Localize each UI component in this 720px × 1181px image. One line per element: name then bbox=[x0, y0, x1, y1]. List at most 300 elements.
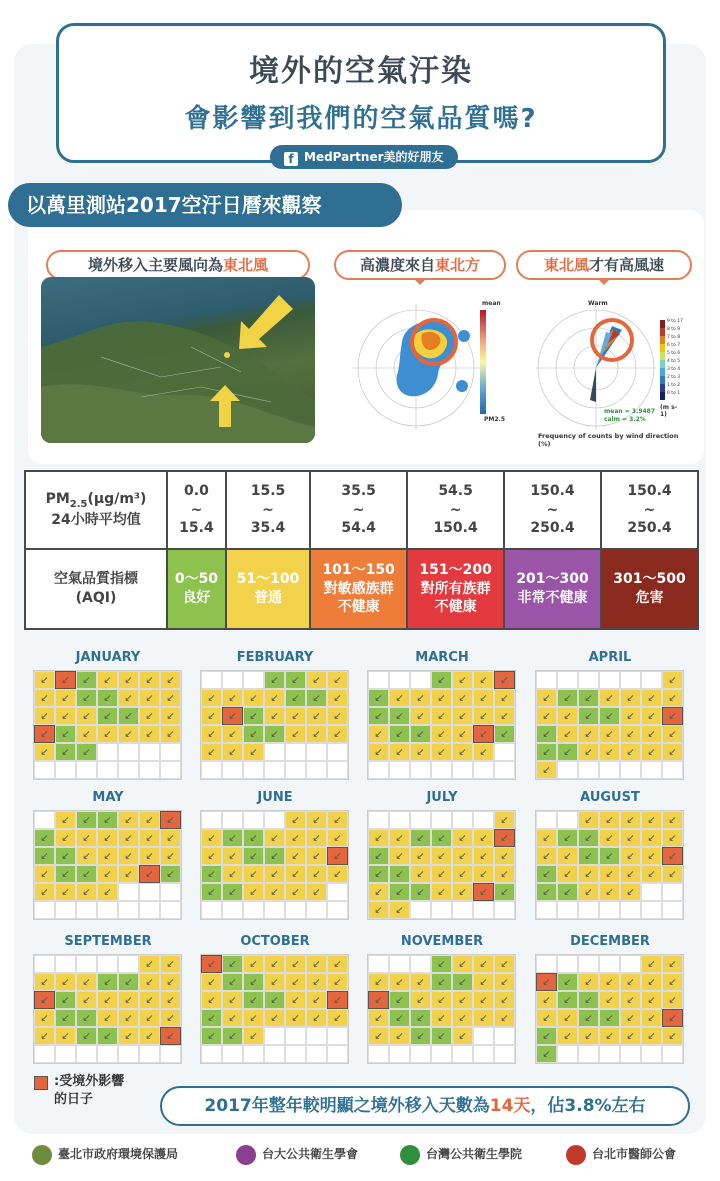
calendar-day bbox=[578, 671, 599, 689]
calendar-day: ↙ bbox=[243, 725, 264, 743]
calendar-day: ↙ bbox=[118, 865, 139, 883]
aqi-level-very-unhealthy: 201～300 非常不健康 bbox=[504, 549, 601, 629]
calendar-day: ↙ bbox=[160, 671, 181, 689]
calendar-day bbox=[620, 671, 641, 689]
calendar-day bbox=[410, 671, 431, 689]
calendar-day: ↙ bbox=[368, 883, 389, 901]
calendar-day: ↙ bbox=[76, 1009, 97, 1027]
calendar-day: ↙ bbox=[201, 707, 222, 725]
calendar-july bbox=[367, 790, 517, 920]
month-label: FEBRUARY bbox=[236, 650, 314, 665]
calendar-day: ↙ bbox=[494, 865, 515, 883]
calendar-day: ↙ bbox=[368, 689, 389, 707]
calendar-day: ↙ bbox=[306, 829, 327, 847]
calendar-april bbox=[535, 650, 685, 780]
calendar-day: ↙ bbox=[431, 829, 452, 847]
calendar-august bbox=[535, 790, 685, 920]
calendar-day: ↙ bbox=[620, 689, 641, 707]
calendar-day: ↙ bbox=[306, 689, 327, 707]
calendar-day bbox=[34, 1045, 55, 1063]
calendar-day: ↙ bbox=[222, 707, 243, 725]
calendar-day: ↙ bbox=[76, 811, 97, 829]
calendar-day: ↙ bbox=[222, 865, 243, 883]
calendar-day: ↙ bbox=[160, 973, 181, 991]
calendar-day: ↙ bbox=[431, 973, 452, 991]
calendar-day: ↙ bbox=[285, 811, 306, 829]
calendar-day: ↙ bbox=[662, 829, 683, 847]
calendar-day: ↙ bbox=[431, 883, 452, 901]
satellite-map-drawing bbox=[41, 277, 315, 443]
calendar-november bbox=[367, 934, 517, 1064]
calendar-day: ↙ bbox=[243, 865, 264, 883]
calendar-day: ↙ bbox=[160, 1009, 181, 1027]
calendar-day: ↙ bbox=[536, 689, 557, 707]
calendar-day: ↙ bbox=[494, 1009, 515, 1027]
calendar-day: ↙ bbox=[494, 847, 515, 865]
calendar-day: ↙ bbox=[641, 847, 662, 865]
calendar-day: ↙ bbox=[55, 689, 76, 707]
calendar-day: ↙ bbox=[389, 829, 410, 847]
calendar-day bbox=[389, 671, 410, 689]
calendar-day bbox=[641, 901, 662, 919]
aqi-level-hazardous: 301～500 危害 bbox=[601, 549, 698, 629]
calendar-day: ↙ bbox=[201, 1027, 222, 1045]
calendar-day: ↙ bbox=[620, 743, 641, 761]
calendar-day: ↙ bbox=[494, 991, 515, 1009]
calendar-day: ↙ bbox=[578, 865, 599, 883]
calendar-day: ↙ bbox=[139, 689, 160, 707]
calendar-day bbox=[452, 761, 473, 779]
calendar-day bbox=[557, 901, 578, 919]
calendar-day: ↙ bbox=[222, 1009, 243, 1027]
calendar-day: ↙ bbox=[641, 743, 662, 761]
calendar-may bbox=[33, 790, 183, 920]
calendar-day: ↙ bbox=[557, 973, 578, 991]
calendar-day: ↙ bbox=[557, 865, 578, 883]
calendar-day: ↙ bbox=[536, 829, 557, 847]
wind-rose-unit: (m s-1) bbox=[660, 404, 678, 418]
wind-rose-calm: calm = 3.2% bbox=[604, 416, 646, 423]
calendar-day: ↙ bbox=[285, 991, 306, 1009]
calendar-day: ↙ bbox=[243, 847, 264, 865]
calendar-day: ↙ bbox=[76, 829, 97, 847]
calendar-day: ↙ bbox=[431, 847, 452, 865]
calendar-day bbox=[599, 1045, 620, 1063]
wind-rose-legend-item: 0 to 1 bbox=[667, 391, 681, 396]
calendar-day: ↙ bbox=[641, 955, 662, 973]
calendar-day: ↙ bbox=[160, 829, 181, 847]
calendar-day: ↙ bbox=[473, 707, 494, 725]
calendar-day: ↙ bbox=[76, 743, 97, 761]
calendar-day: ↙ bbox=[578, 689, 599, 707]
calendar-day: ↙ bbox=[599, 725, 620, 743]
calendar-day: ↙ bbox=[118, 1009, 139, 1027]
title-box bbox=[56, 23, 666, 163]
calendar-day: ↙ bbox=[452, 1027, 473, 1045]
calendar-day bbox=[557, 955, 578, 973]
calendar-day: ↙ bbox=[264, 865, 285, 883]
month-grid bbox=[33, 670, 182, 780]
calendar-day: ↙ bbox=[599, 1009, 620, 1027]
calendar-day: ↙ bbox=[368, 865, 389, 883]
pm25-range-1: 0.0 ~ 15.4 bbox=[167, 471, 226, 549]
calendar-day: ↙ bbox=[327, 689, 348, 707]
calendar-day: ↙ bbox=[243, 689, 264, 707]
calendar-day: ↙ bbox=[599, 1027, 620, 1045]
calendar-day: ↙ bbox=[327, 847, 348, 865]
calendar-day: ↙ bbox=[34, 1027, 55, 1045]
calendar-day: ↙ bbox=[599, 707, 620, 725]
calendar-day: ↙ bbox=[327, 991, 348, 1009]
calendar-day bbox=[368, 811, 389, 829]
calendar-day bbox=[285, 901, 306, 919]
calendar-day bbox=[285, 1045, 306, 1063]
calendar-day bbox=[139, 901, 160, 919]
calendar-day: ↙ bbox=[620, 991, 641, 1009]
calendar-day: ↙ bbox=[494, 725, 515, 743]
calendar-day bbox=[410, 761, 431, 779]
calendar-day: ↙ bbox=[452, 743, 473, 761]
calendar-day: ↙ bbox=[389, 1027, 410, 1045]
calendar-day bbox=[327, 901, 348, 919]
calendar-day: ↙ bbox=[431, 743, 452, 761]
calendar-day: ↙ bbox=[473, 955, 494, 973]
calendar-day: ↙ bbox=[536, 725, 557, 743]
calendar-day: ↙ bbox=[368, 725, 389, 743]
pm25-range-5: 150.4 ~ 250.4 bbox=[504, 471, 601, 549]
calendar-day: ↙ bbox=[536, 883, 557, 901]
calendar-day: ↙ bbox=[599, 973, 620, 991]
calendar-day: ↙ bbox=[620, 829, 641, 847]
calendar-day: ↙ bbox=[97, 1027, 118, 1045]
calendar-day bbox=[557, 671, 578, 689]
calendar-day: ↙ bbox=[473, 991, 494, 1009]
calendar-day: ↙ bbox=[285, 829, 306, 847]
calendar-day: ↙ bbox=[641, 829, 662, 847]
calendar-day bbox=[306, 901, 327, 919]
calendar-day: ↙ bbox=[55, 829, 76, 847]
calendar-day: ↙ bbox=[536, 1009, 557, 1027]
calendar-day: ↙ bbox=[97, 829, 118, 847]
calendar-day: ↙ bbox=[368, 1027, 389, 1045]
calendar-day: ↙ bbox=[306, 865, 327, 883]
calendar-day bbox=[222, 901, 243, 919]
calendar-day: ↙ bbox=[97, 865, 118, 883]
calendar-day bbox=[431, 761, 452, 779]
calendar-day: ↙ bbox=[34, 883, 55, 901]
calendar-day bbox=[139, 743, 160, 761]
calendar-day: ↙ bbox=[306, 671, 327, 689]
calendar-day bbox=[243, 811, 264, 829]
calendar-june bbox=[200, 790, 350, 920]
calendar-day: ↙ bbox=[662, 865, 683, 883]
calendar-day: ↙ bbox=[641, 811, 662, 829]
calendar-day: ↙ bbox=[264, 991, 285, 1009]
calendar-day: ↙ bbox=[201, 743, 222, 761]
calendar-day: ↙ bbox=[452, 689, 473, 707]
calendar-day: ↙ bbox=[55, 671, 76, 689]
calendar-day: ↙ bbox=[473, 847, 494, 865]
calendar-day bbox=[368, 671, 389, 689]
calendar-day bbox=[473, 901, 494, 919]
calendar-day: ↙ bbox=[557, 991, 578, 1009]
calendar-day bbox=[557, 761, 578, 779]
calendar-day bbox=[160, 901, 181, 919]
month-label: JANUARY bbox=[75, 650, 141, 665]
calendar-day: ↙ bbox=[139, 1027, 160, 1045]
calendar-day: ↙ bbox=[410, 973, 431, 991]
calendar-day bbox=[389, 1045, 410, 1063]
logo-taipei-medical-association: 台北市醫師公會 bbox=[566, 1144, 676, 1165]
calendar-day: ↙ bbox=[368, 847, 389, 865]
calendar-day: ↙ bbox=[641, 1027, 662, 1045]
calendar-day: ↙ bbox=[306, 973, 327, 991]
calendar-day: ↙ bbox=[34, 847, 55, 865]
calendar-day: ↙ bbox=[536, 1027, 557, 1045]
calendar-day bbox=[34, 811, 55, 829]
month-grid bbox=[33, 954, 182, 1064]
calendar-day: ↙ bbox=[264, 1009, 285, 1027]
calendar-day bbox=[264, 811, 285, 829]
calendar-day: ↙ bbox=[327, 725, 348, 743]
calendar-day: ↙ bbox=[264, 829, 285, 847]
calendar-day bbox=[578, 901, 599, 919]
calendar-day bbox=[76, 761, 97, 779]
calendar-day bbox=[243, 761, 264, 779]
calendar-day: ↙ bbox=[389, 991, 410, 1009]
month-grid bbox=[367, 954, 516, 1064]
calendar-day bbox=[620, 901, 641, 919]
calendar-day: ↙ bbox=[431, 671, 452, 689]
calendar-day: ↙ bbox=[452, 671, 473, 689]
calendar-day: ↙ bbox=[368, 743, 389, 761]
calendar-day: ↙ bbox=[620, 811, 641, 829]
calendar-day: ↙ bbox=[327, 1009, 348, 1027]
calendar-day bbox=[139, 1045, 160, 1063]
calendar-day: ↙ bbox=[97, 707, 118, 725]
wind-rose-title: Warm bbox=[588, 300, 608, 307]
calendar-day bbox=[327, 743, 348, 761]
calendar-day: ↙ bbox=[160, 847, 181, 865]
calendar-day bbox=[76, 955, 97, 973]
calendar-day: ↙ bbox=[452, 883, 473, 901]
section-title: 以萬里測站2017空汙日曆來觀察 bbox=[8, 183, 402, 227]
calendar-day bbox=[139, 761, 160, 779]
calendar-day: ↙ bbox=[118, 725, 139, 743]
calendar-day: ↙ bbox=[536, 991, 557, 1009]
calendar-day: ↙ bbox=[410, 689, 431, 707]
calendar-day: ↙ bbox=[620, 883, 641, 901]
calendar-day: ↙ bbox=[452, 973, 473, 991]
calendar-day bbox=[368, 1045, 389, 1063]
calendar-day bbox=[243, 671, 264, 689]
calendar-february bbox=[200, 650, 350, 780]
calendar-day: ↙ bbox=[160, 865, 181, 883]
calendar-day bbox=[368, 761, 389, 779]
calendar-day: ↙ bbox=[97, 991, 118, 1009]
calendar-day: ↙ bbox=[368, 901, 389, 919]
calendar-day bbox=[306, 743, 327, 761]
calendar-day bbox=[55, 955, 76, 973]
calendar-day bbox=[264, 743, 285, 761]
calendar-day bbox=[306, 1045, 327, 1063]
calendar-day bbox=[327, 761, 348, 779]
calendar-day: ↙ bbox=[97, 725, 118, 743]
wind-rose-legend-item: 5 to 6 bbox=[667, 351, 681, 356]
calendar-day bbox=[118, 743, 139, 761]
logo-ntu-public-health: 台大公共衛生學會 bbox=[236, 1144, 358, 1165]
calendar-day: ↙ bbox=[389, 865, 410, 883]
month-label: MAY bbox=[92, 790, 124, 805]
wind-rose-legend-item: 9 to 17 bbox=[667, 319, 683, 324]
calendar-day: ↙ bbox=[410, 865, 431, 883]
calendar-day bbox=[264, 1045, 285, 1063]
calendar-day bbox=[389, 811, 410, 829]
calendar-day: ↙ bbox=[368, 991, 389, 1009]
calendar-day bbox=[494, 761, 515, 779]
calendar-day bbox=[452, 1045, 473, 1063]
calendar-day: ↙ bbox=[55, 743, 76, 761]
aqi-label-cell: 空氣品質指標 (AQI) bbox=[25, 549, 167, 629]
calendar-day: ↙ bbox=[557, 829, 578, 847]
calendar-day: ↙ bbox=[264, 707, 285, 725]
summary-banner: 2017年整年較明顯之境外移入天數為14天，佔3.8%左右 bbox=[160, 1086, 690, 1126]
calendar-day: ↙ bbox=[389, 973, 410, 991]
calendar-day: ↙ bbox=[34, 725, 55, 743]
calendar-day: ↙ bbox=[452, 865, 473, 883]
calendar-day: ↙ bbox=[494, 955, 515, 973]
aqi-table bbox=[24, 470, 699, 630]
calendar-day: ↙ bbox=[368, 829, 389, 847]
calendar-day bbox=[620, 1045, 641, 1063]
aqi-level-sensitive: 101～150 對敏感族群 不健康 bbox=[310, 549, 407, 629]
calendar-day: ↙ bbox=[306, 991, 327, 1009]
calendar-day: ↙ bbox=[34, 865, 55, 883]
calendar-day: ↙ bbox=[431, 1009, 452, 1027]
calendar-day bbox=[662, 1045, 683, 1063]
calendar-day bbox=[578, 955, 599, 973]
month-grid bbox=[367, 810, 516, 920]
calendar-day: ↙ bbox=[222, 973, 243, 991]
calendar-day bbox=[452, 901, 473, 919]
calendar-day bbox=[55, 761, 76, 779]
calendar-day: ↙ bbox=[76, 707, 97, 725]
calendar-day: ↙ bbox=[118, 829, 139, 847]
calendar-day: ↙ bbox=[139, 725, 160, 743]
calendar-day: ↙ bbox=[662, 973, 683, 991]
calendar-day: ↙ bbox=[306, 883, 327, 901]
calendar-day bbox=[34, 901, 55, 919]
calendar-day: ↙ bbox=[55, 973, 76, 991]
calendar-day: ↙ bbox=[222, 829, 243, 847]
calendar-day: ↙ bbox=[327, 973, 348, 991]
calendar-day: ↙ bbox=[473, 829, 494, 847]
month-grid bbox=[367, 670, 516, 780]
calendar-day: ↙ bbox=[452, 829, 473, 847]
facebook-tag[interactable] bbox=[270, 145, 458, 169]
calendar-day: ↙ bbox=[34, 829, 55, 847]
calendar-day: ↙ bbox=[160, 725, 181, 743]
month-label: DECEMBER bbox=[570, 934, 650, 949]
arrow-icon-northeast bbox=[239, 295, 293, 349]
facebook-icon: f bbox=[284, 152, 298, 166]
calendar-day bbox=[431, 901, 452, 919]
wind-rose-legend-item: 6 to 7 bbox=[667, 343, 681, 348]
calendar-day: ↙ bbox=[139, 671, 160, 689]
calendar-day: ↙ bbox=[306, 811, 327, 829]
calendar-day: ↙ bbox=[578, 811, 599, 829]
main-title: 境外的空氣汙染 bbox=[249, 54, 473, 89]
calendar-day: ↙ bbox=[76, 847, 97, 865]
calendar-day: ↙ bbox=[55, 991, 76, 1009]
calendar-day: ↙ bbox=[410, 707, 431, 725]
calendar-day: ↙ bbox=[97, 689, 118, 707]
calendar-day: ↙ bbox=[139, 973, 160, 991]
calendar-day: ↙ bbox=[410, 725, 431, 743]
calendar-day: ↙ bbox=[641, 725, 662, 743]
satellite-map bbox=[41, 277, 315, 443]
calendar-day: ↙ bbox=[641, 707, 662, 725]
calendar-october bbox=[200, 934, 350, 1064]
calendar-day: ↙ bbox=[76, 725, 97, 743]
calendar-day bbox=[201, 901, 222, 919]
calendar-day bbox=[76, 901, 97, 919]
calendar-day: ↙ bbox=[620, 707, 641, 725]
month-label: APRIL bbox=[588, 650, 632, 665]
calendar-day: ↙ bbox=[118, 847, 139, 865]
calendar-day: ↙ bbox=[557, 883, 578, 901]
calendar-day bbox=[222, 671, 243, 689]
calendar-day bbox=[536, 811, 557, 829]
calendar-day bbox=[97, 1045, 118, 1063]
calendar-day: ↙ bbox=[536, 707, 557, 725]
calendar-day bbox=[285, 1027, 306, 1045]
calendar-day: ↙ bbox=[641, 865, 662, 883]
calendar-day bbox=[55, 901, 76, 919]
calendar-day: ↙ bbox=[410, 743, 431, 761]
pm25-range-2: 15.5 ~ 35.4 bbox=[226, 471, 310, 549]
calendar-day: ↙ bbox=[139, 991, 160, 1009]
calendar-day: ↙ bbox=[118, 973, 139, 991]
calendar-day bbox=[620, 955, 641, 973]
calendar-day: ↙ bbox=[431, 955, 452, 973]
calendar-day: ↙ bbox=[222, 689, 243, 707]
calendar-day: ↙ bbox=[578, 1027, 599, 1045]
calendar-day: ↙ bbox=[160, 689, 181, 707]
calendar-day: ↙ bbox=[452, 847, 473, 865]
badge-high-concentration: 高濃度來自東北方 bbox=[334, 250, 506, 280]
calendar-day: ↙ bbox=[222, 1027, 243, 1045]
month-grid bbox=[535, 954, 684, 1064]
calendar-day: ↙ bbox=[34, 743, 55, 761]
calendar-day: ↙ bbox=[306, 847, 327, 865]
calendar-day bbox=[327, 1027, 348, 1045]
calendar-day bbox=[97, 955, 118, 973]
calendar-day: ↙ bbox=[473, 671, 494, 689]
calendar-day: ↙ bbox=[368, 973, 389, 991]
calendar-day: ↙ bbox=[389, 725, 410, 743]
calendar-day: ↙ bbox=[410, 847, 431, 865]
calendar-day: ↙ bbox=[118, 991, 139, 1009]
calendar-day: ↙ bbox=[306, 1009, 327, 1027]
calendar-day bbox=[201, 1045, 222, 1063]
wind-rose-legend-item: 8 to 9 bbox=[667, 327, 681, 332]
calendar-day bbox=[389, 761, 410, 779]
calendar-day: ↙ bbox=[76, 883, 97, 901]
calendar-day: ↙ bbox=[264, 671, 285, 689]
calendar-day: ↙ bbox=[452, 725, 473, 743]
calendar-day: ↙ bbox=[473, 1009, 494, 1027]
